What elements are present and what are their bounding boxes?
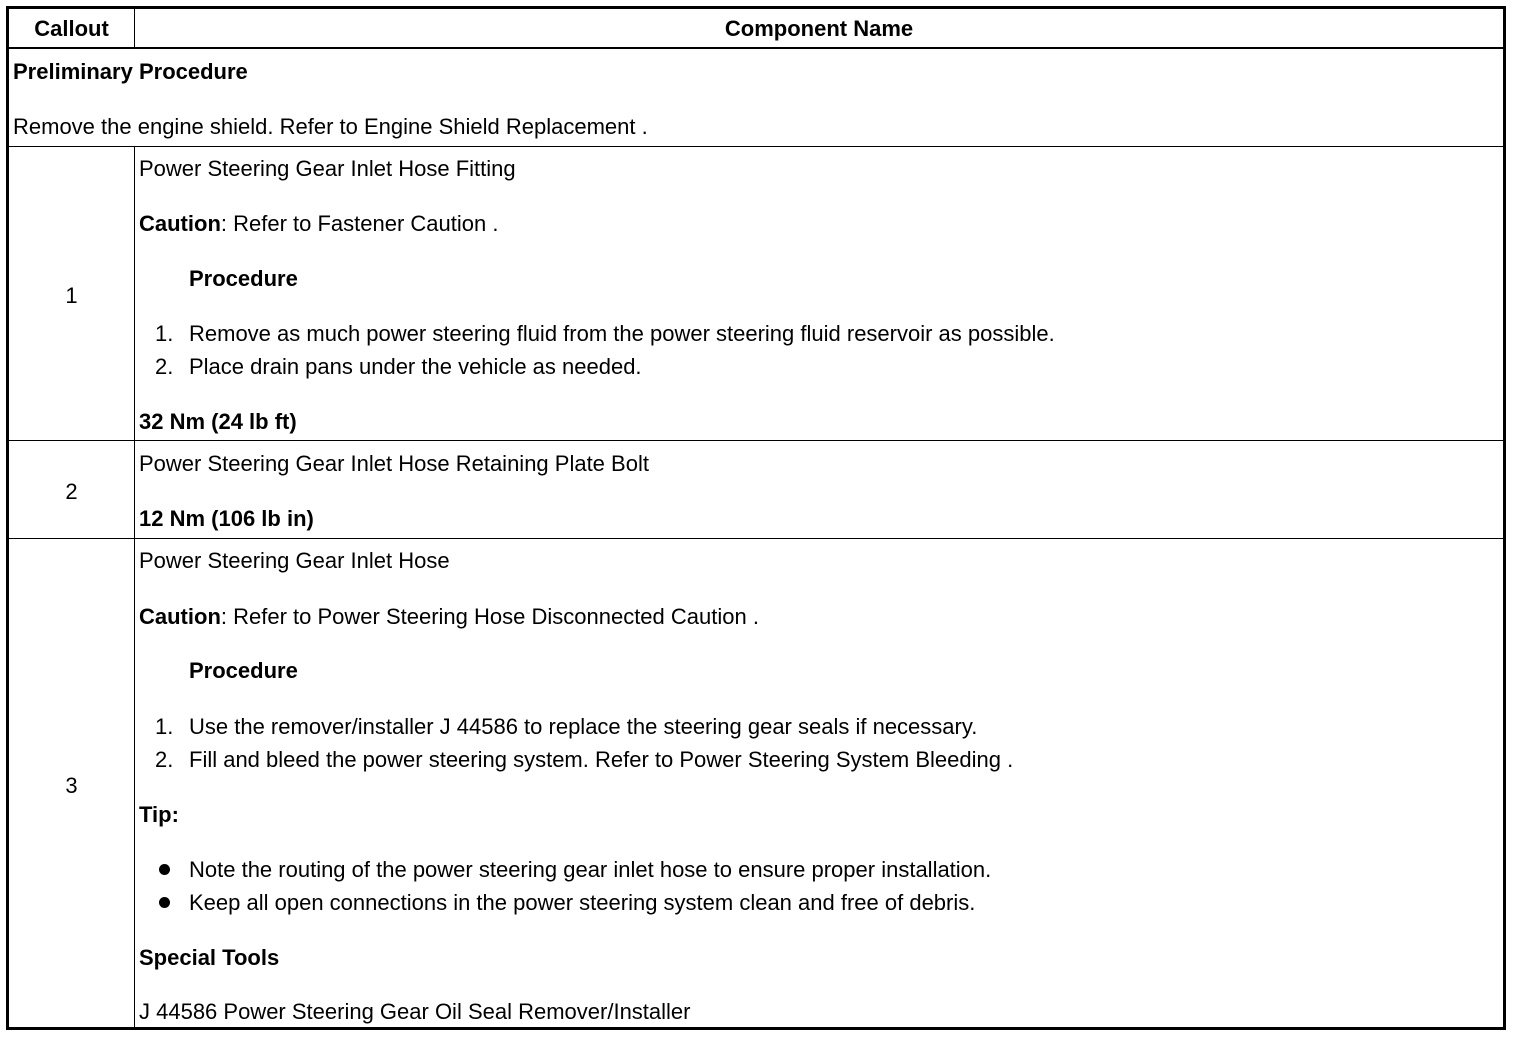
row-3-step-2-num: 2. — [155, 747, 174, 772]
row-rule — [9, 440, 1503, 441]
row-3-tip-1: Note the routing of the power steering gear inlet hose to ensure proper installation. — [189, 857, 992, 882]
row-1-step-2-num: 2. — [155, 354, 174, 379]
column-divider — [134, 146, 135, 1030]
caution-text: : Refer to Fastener Caution . — [220, 211, 499, 236]
row-2-name: Power Steering Gear Inlet Hose Retaining Plate Bolt — [139, 451, 649, 476]
row-3-step-1-text: Use the remover/installer J 44586 to replace the steering gear seals if necessary. — [189, 714, 978, 739]
callout-2: 2 — [65, 479, 78, 504]
row-3-special-tools-title: Special Tools — [139, 945, 280, 970]
row-1-name: Power Steering Gear Inlet Hose Fitting — [139, 156, 516, 181]
row-1-step-1-text: Remove as much power steering fluid from the power steering fluid reservoir as possible. — [189, 321, 1055, 346]
callout-1: 1 — [65, 283, 78, 308]
row-3-step-2-text: Fill and bleed the power steering system. Refer to Power Steering System Bleeding . — [189, 747, 1014, 772]
row-3-step-1-num: 1. — [155, 714, 174, 739]
caution-text: : Refer to Power Steering Hose Disconnected Caution . — [220, 604, 759, 629]
component-table — [6, 6, 1506, 1030]
header-callout: Callout — [34, 16, 109, 41]
caution-label: Caution — [139, 211, 221, 236]
row-3-caution — [139, 604, 759, 630]
row-1-step-2-text: Place drain pans under the vehicle as needed. — [189, 354, 642, 379]
preliminary-text: Remove the engine shield. Refer to Engine Shield Replacement . — [13, 114, 648, 139]
row-1-caution — [139, 211, 498, 237]
row-3-name: Power Steering Gear Inlet Hose — [139, 548, 450, 573]
row-3-tip-2: Keep all open connections in the power steering system clean and free of debris. — [189, 890, 976, 915]
row-1-torque: 32 Nm (24 lb ft) — [139, 409, 297, 434]
caution-label: Caution — [139, 604, 221, 629]
header-component-name: Component Name — [724, 16, 914, 41]
row-1-procedure-title: Procedure — [189, 266, 298, 291]
header-rule — [9, 47, 1503, 49]
row-rule — [9, 146, 1503, 147]
preliminary-title: Preliminary Procedure — [13, 59, 248, 84]
row-rule — [9, 538, 1503, 539]
callout-3: 3 — [65, 773, 78, 798]
row-1-step-1-num: 1. — [155, 321, 174, 346]
row-2-torque: 12 Nm (106 lb in) — [139, 506, 314, 531]
row-3-special-tools-text: J 44586 Power Steering Gear Oil Seal Remover/Installer — [139, 999, 691, 1024]
row-3-tip-label: Tip: — [139, 802, 179, 827]
bullet-icon — [159, 864, 170, 875]
row-3-procedure-title: Procedure — [189, 658, 298, 683]
bullet-icon — [159, 897, 170, 908]
